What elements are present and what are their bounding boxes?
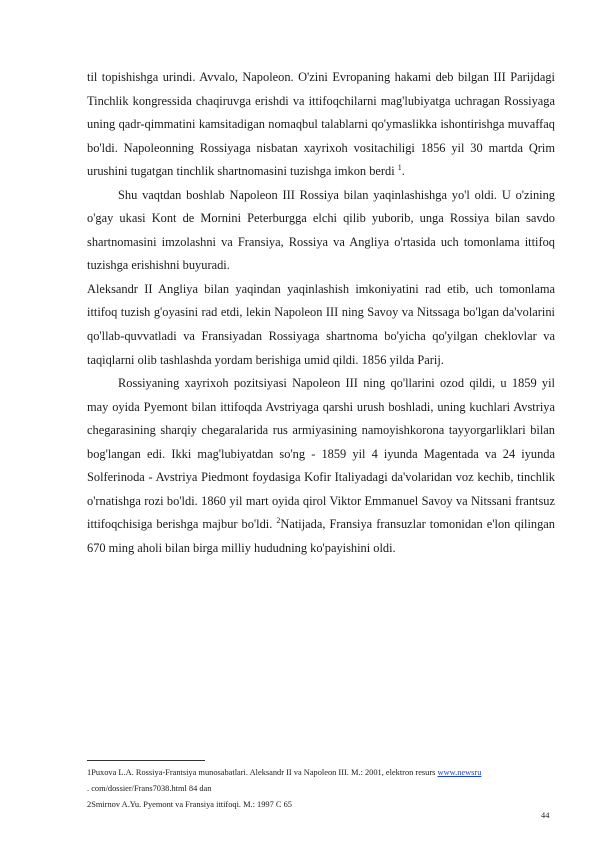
footnote-1-link[interactable]: www.newsru <box>437 768 482 777</box>
footnote-1-continuation <box>87 781 559 797</box>
paragraph-4-continuation: Natijada, Fransiya fransuzlar tomonidan e'lon qilingan 670 ming aholi bilan birga milliy hududning ko'payishini oldi. <box>87 517 555 555</box>
paragraph-4-text: Rossiyaning xayrixoh pozitsiyasi Napoleon III ning qo'llarini ozod qildi, u 1859 yil may oyida Pyemont bilan ittifoqda Avstriyaga qarshi urush boshladi, uning kuchlari Avstriya chegarasining sharqiy chegaralarida rus armiyasining namoyishkorona tayyorgarliklari bilan bog'langan edi. Ikki mag'lubiyatdan so'ng - 1859 yil 4 iyunda Magentada va 24 iyunda Solferinoda - Avstriya Piedmont foydasiga Kofir Italiyadagi da'volaridan voz kechib, tinchlik o'rnatishga rozi bo'ldi. 1860 yil mart oyida qirol Viktor Emmanuel Savoy va Nitssani frantsuz ittifoqchisiga berishga majbur bo'ldi. <box>87 376 555 532</box>
paragraph-2 <box>87 184 555 278</box>
paragraph-3-text: Aleksandr II Angliya bilan yaqindan yaqinlashish imkoniyatini rad etib, uch tomonlama ittifoq tuzish g'oyasini rad etdi, lekin Napoleon III ning Savoy va Nitssaga bo'lgan da'volarini qo'llab-quvvatladi va Fransiyadan Rossiyaga shartnoma bo'yicha qo'yilgan cheklovlar va taqiqlarni olib tashlashda yordam berishiga umid qildi. 1856 yilda Parij. <box>87 281 555 367</box>
footnote-ref-1[interactable]: 1 <box>397 163 402 173</box>
paragraph-2-text: Shu vaqtdan boshlab Napoleon III Rossiya bilan yaqinlashishga yo'l oldi. U o'zining o'gay ukasi Kont de Mornini Peterburgga elchi qilib yuborib, unga Rossiya bilan savdo shartnomasini imzolashni va Fransiya, Rossiya va Angliya o'rtasida uch tomonlama ittifoq tuzishga erishishni buyuradi. <box>87 187 555 273</box>
footnote-1-url-tail: . com/dossier/Frans7038.html 84 dan <box>87 784 212 793</box>
paragraph-4 <box>87 372 555 560</box>
footnote-separator <box>87 760 205 761</box>
footnotes <box>87 765 559 813</box>
footnote-1-text: 1Puxova L.A. Rossiya-Frantsiya munosabatlari. Aleksandr II va Napoleon III. M.: 2001, elektron resurs <box>87 768 438 777</box>
paragraph-3 <box>87 278 555 372</box>
footnote-2 <box>87 797 559 813</box>
footnote-ref-2[interactable]: 2 <box>276 516 281 526</box>
paragraph-1-text: til topishishga urindi. Avvalo, Napoleon. O'zini Evropaning hakami deb bilgan III Parijdagi Tinchlik kongressida chaqiruvga erishdi va ittifoqchilarni mag'lubiyatga uchragan Rossiyaga uning qadr-qimmatini kamsitadigan nomaqbul talablarni qo'ymaslikka ishontirishga muvaffaq bo'ldi. Napoleonning Rossiyaga nisbatan xayrixoh vositachiligi 1856 yil 30 martda Qrim urushini tugatgan tinchlik shartnomasini tuzishga imkon berdi <box>87 70 555 179</box>
body-text <box>87 66 555 560</box>
page-number: 44 <box>541 811 550 820</box>
paragraph-1 <box>87 66 555 184</box>
footnote-2-text: 2Smirnov A.Yu. Pyemont va Fransiya ittifoqi. M.: 1997 C 65 <box>87 800 292 809</box>
paragraph-1-end: . <box>401 164 405 179</box>
footnote-1 <box>87 765 559 781</box>
